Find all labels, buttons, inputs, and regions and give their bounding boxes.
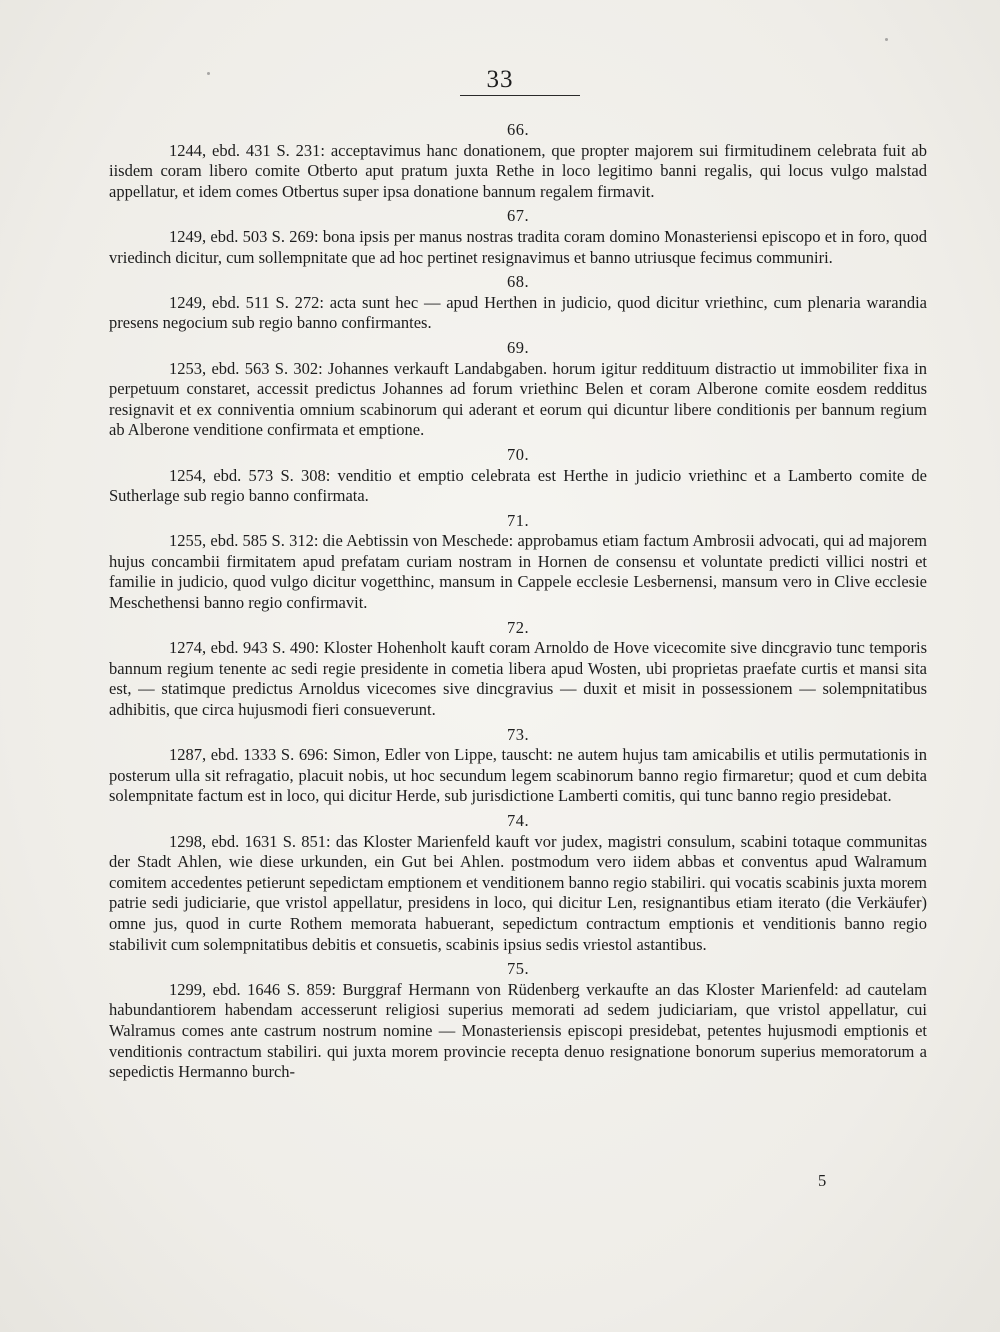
entry-paragraph: 1254, ebd. 573 S. 308: venditio et emptio celebrata est Herthe in judicio vriethinc et a Lamberto comite de Sutherlage sub regio banno confirmata. [109, 465, 927, 506]
signature-mark: 5 [818, 1171, 827, 1190]
entry-paragraph: 1299, ebd. 1646 S. 859: Burggraf Hermann von Rüdenberg verkaufte an das Kloster Marienfeld: ad cautelam habundantiorem habendam accesserunt religiosi superius memorati ad sedem judiciariam, que vristol appellatur, cui Walramus comes ante castrum nostrum nomine — Monasteriensis episcopi presidebat, petentes hujusmodi emptionis et venditionis contractum stabiliri. qui juxta morem provincie recepta denuo resignatione bonorum superius memoratorum a sepedictis Hermanno burch- [109, 979, 927, 1082]
entry-paragraph: 1274, ebd. 943 S. 490: Kloster Hohenholt kauft coram Arnoldo de Hove vicecomite sive dincgravio tunc temporis bannum regium tenente ac sedi regie presidente in cometia libera apud Wosten, ubi proprietas praefate curtis et mansi sita est, — statimque predictus Arnoldus vicecomes sive dincgravius — duxit et misit in possessionem — solempnitatibus adhibitis, que circa hujusmodi fieri consueverunt. [109, 638, 927, 720]
page-number: 33 [486, 66, 514, 93]
entry-number: 74. [506, 811, 530, 830]
entry-paragraph: 1253, ebd. 563 S. 302: Johannes verkauft Landabgaben. horum igitur reddituum distractio ut immobiliter fixa in perpetuum constaret, accessit predictus Johannes ad forum vriethinc Belen et coram Alberone comite eosdem redditus resignavit et ex conniventia omnium scabinorum qui aderant et eorum qui dicuntur libere conditionis per bannum regium ab Alberone venditione confirmata et emptione. [109, 358, 927, 440]
entry-number: 69. [506, 337, 530, 357]
header-rule [460, 95, 580, 96]
paper-speck [885, 38, 888, 41]
entry-number: 73. [506, 724, 530, 744]
entry-paragraph: 1255, ebd. 585 S. 312: die Aebtissin von Meschede: approbamus etiam factum Ambrosii advocati, qui ad majorem hujus concambii firmitatem apud prefatam curiam nostram in Hornen de consensu et voluntate predicti villici nostri et familie in judicio, quod vulgo dicitur vogetthinc, mansum in Cappele ecclesie Lesbernensi, mansum vero in Clive ecclesie Meschethensi banno regio confirmavit. [109, 531, 927, 613]
entry-paragraph: 1249, ebd. 503 S. 269: bona ipsis per manus nostras tradita coram domino Monasteriensi episcopo et in foro, quod vriedinch dicitur, cum sollempnitate que ad hoc pertinet resignavimus et banno utriusque fecimus communiri. [109, 226, 927, 267]
entry-number: 71. [506, 510, 530, 530]
entry-paragraph: 1244, ebd. 431 S. 231: acceptavimus hanc donationem, que propter majorem sui firmitudinem celebrata fuit ab iisdem coram libero comite Otberto aput pratum juxta Rethe in loco legitimo banni regalis, qui locus vulgo malstad appellatur, et idem comes Otbertus super ipsa donatione bannum regalem firmavit. [109, 140, 927, 201]
entry-number: 75. [506, 959, 530, 979]
entry-number: 68. [506, 272, 530, 292]
paper-speck [207, 72, 210, 75]
entry-paragraph: 1298, ebd. 1631 S. 851: das Kloster Marienfeld kauft vor judex, magistri consulum, scabini totaque communitas der Stadt Ahlen, wie diese urkunden, ein Gut bei Ahlen. postmodum vero iidem abbas et conventus apud Walramum comitem accedentes petierunt sepedictam emptionem et venditionem banno regio stabiliri. qui vocatis scabinis juxta morem patrie sedi judiciarie, que vristol appellatur, presidens in loco, qui dicitur Len, resignantibus etiam iterato (die Verkäufer) omne jus, quod in curte Rothem memorata habuerant, sepedictum contractum emptionis et venditionis banno regio stabilivit cum solempnitatibus debitis et consuetis, scabinis ipsius sedis vriestol astantibus. [109, 831, 927, 954]
body-text [109, 116, 927, 1083]
entry-number: 66. [506, 120, 530, 139]
entry-paragraph: 1287, ebd. 1333 S. 696: Simon, Edler von Lippe, tauscht: ne autem hujus tam amicabilis et utilis permutationis in posterum ulla sit refragatio, placuit nobis, ut hoc secundum legem scabinorum banno regio firmaretur; quod et cum debita solempnitate factum est in loco, qui dicitur Herde, sub jurisdictione Lamberti comitis, qui tunc banno regio presidebat. [109, 745, 927, 806]
entry-number: 70. [506, 444, 530, 464]
entry-number: 67. [506, 206, 530, 226]
entry-number: 72. [506, 617, 530, 637]
entry-paragraph: 1249, ebd. 511 S. 272: acta sunt hec — apud Herthen in judicio, quod dicitur vriethinc, cum plenaria warandia presens negocium sub regio banno confirmantes. [109, 292, 927, 333]
